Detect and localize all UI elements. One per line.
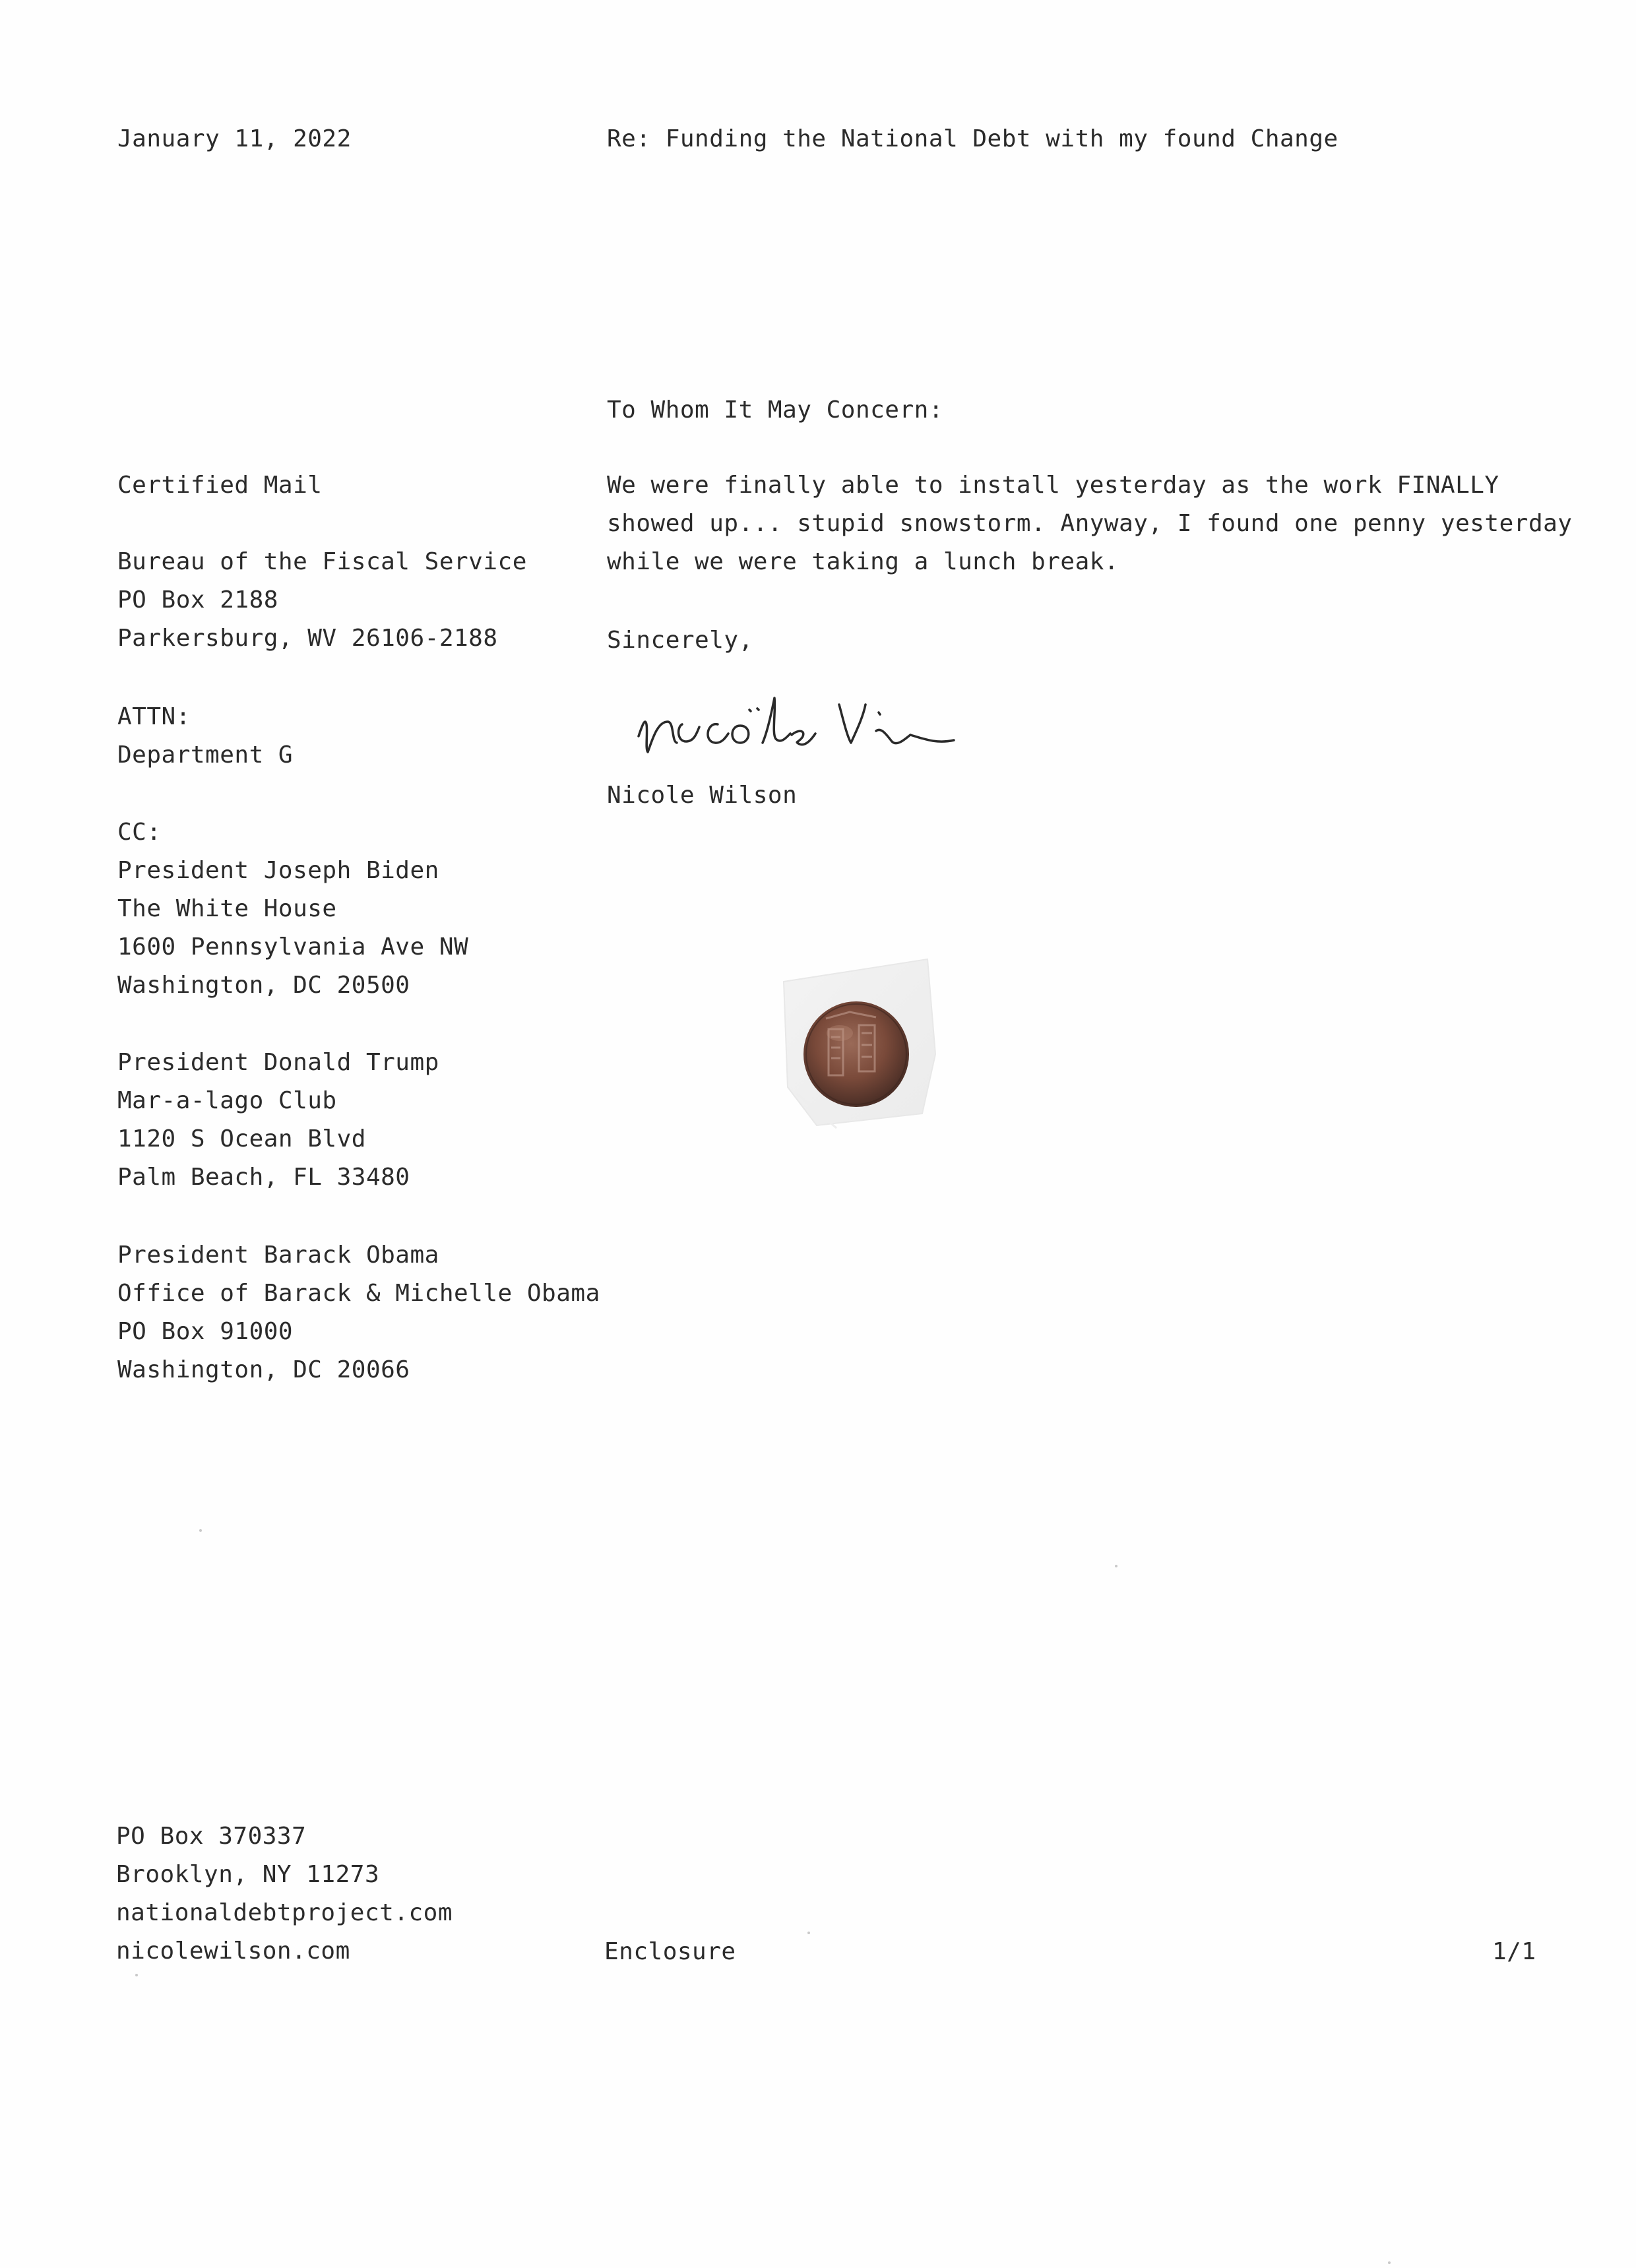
attn-label: ATTN: [117, 703, 191, 730]
body-line: while we were taking a lunch break. [607, 548, 1119, 575]
cc-block-biden [117, 813, 468, 1005]
signer-name: Nicole Wilson [607, 782, 798, 809]
cc-line: PO Box 91000 [117, 1318, 294, 1345]
recipient-line: Parkersburg, WV 26106-2188 [117, 625, 498, 652]
delivery-method: Certified Mail [117, 472, 323, 499]
scan-speck [1115, 1565, 1117, 1567]
cc-block-trump [117, 1044, 439, 1197]
attn-block [117, 698, 293, 774]
body-line: showed up... stupid snowstorm. Anyway, I found one penny yesterday [607, 510, 1573, 537]
sender-website-link[interactable]: nationaldebtproject.com [116, 1899, 453, 1926]
page-number: 1/1 [1492, 1938, 1536, 1965]
closing: Sincerely, [607, 627, 753, 654]
cc-line: Washington, DC 20500 [117, 972, 410, 999]
scan-speck [1388, 2261, 1391, 2264]
sender-address-line: PO Box 370337 [116, 1823, 307, 1850]
recipient-address [117, 543, 527, 658]
scan-speck [199, 1529, 202, 1532]
letter-subject: Re: Funding the National Debt with my found Change [607, 125, 1338, 152]
recipient-line: Bureau of the Fiscal Service [117, 548, 527, 575]
cc-line: Washington, DC 20066 [117, 1356, 410, 1383]
salutation: To Whom It May Concern: [607, 396, 943, 424]
cc-line: President Joseph Biden [117, 857, 439, 884]
cc-block-obama [117, 1236, 600, 1389]
enclosure-label: Enclosure [604, 1938, 736, 1965]
cc-line: 1600 Pennsylvania Ave NW [117, 933, 469, 961]
sender-website-link[interactable]: nicolewilson.com [116, 1937, 350, 1965]
cc-label: CC: [117, 819, 162, 846]
sender-address-line: Brooklyn, NY 11273 [116, 1861, 380, 1888]
cc-line: Mar-a-lago Club [117, 1087, 337, 1114]
penny-enclosure [771, 955, 942, 1133]
letter-date: January 11, 2022 [117, 125, 352, 152]
signature-icon [633, 678, 1003, 764]
body-line: We were finally able to install yesterday as the work FINALLY [607, 472, 1499, 499]
signature [633, 678, 1003, 770]
sender-address [116, 1817, 453, 1970]
cc-line: President Barack Obama [117, 1242, 439, 1269]
scan-speck [135, 1974, 138, 1976]
cc-line: Office of Barack & Michelle Obama [117, 1280, 600, 1307]
cc-line: The White House [117, 895, 337, 922]
attn-value: Department G [117, 741, 294, 769]
recipient-line: PO Box 2188 [117, 586, 278, 614]
scan-speck [807, 1932, 810, 1934]
cc-line: President Donald Trump [117, 1049, 439, 1076]
cc-line: Palm Beach, FL 33480 [117, 1164, 410, 1191]
cc-line: 1120 S Ocean Blvd [117, 1125, 366, 1152]
letter-body [607, 466, 1573, 581]
coin-icon [771, 955, 942, 1133]
